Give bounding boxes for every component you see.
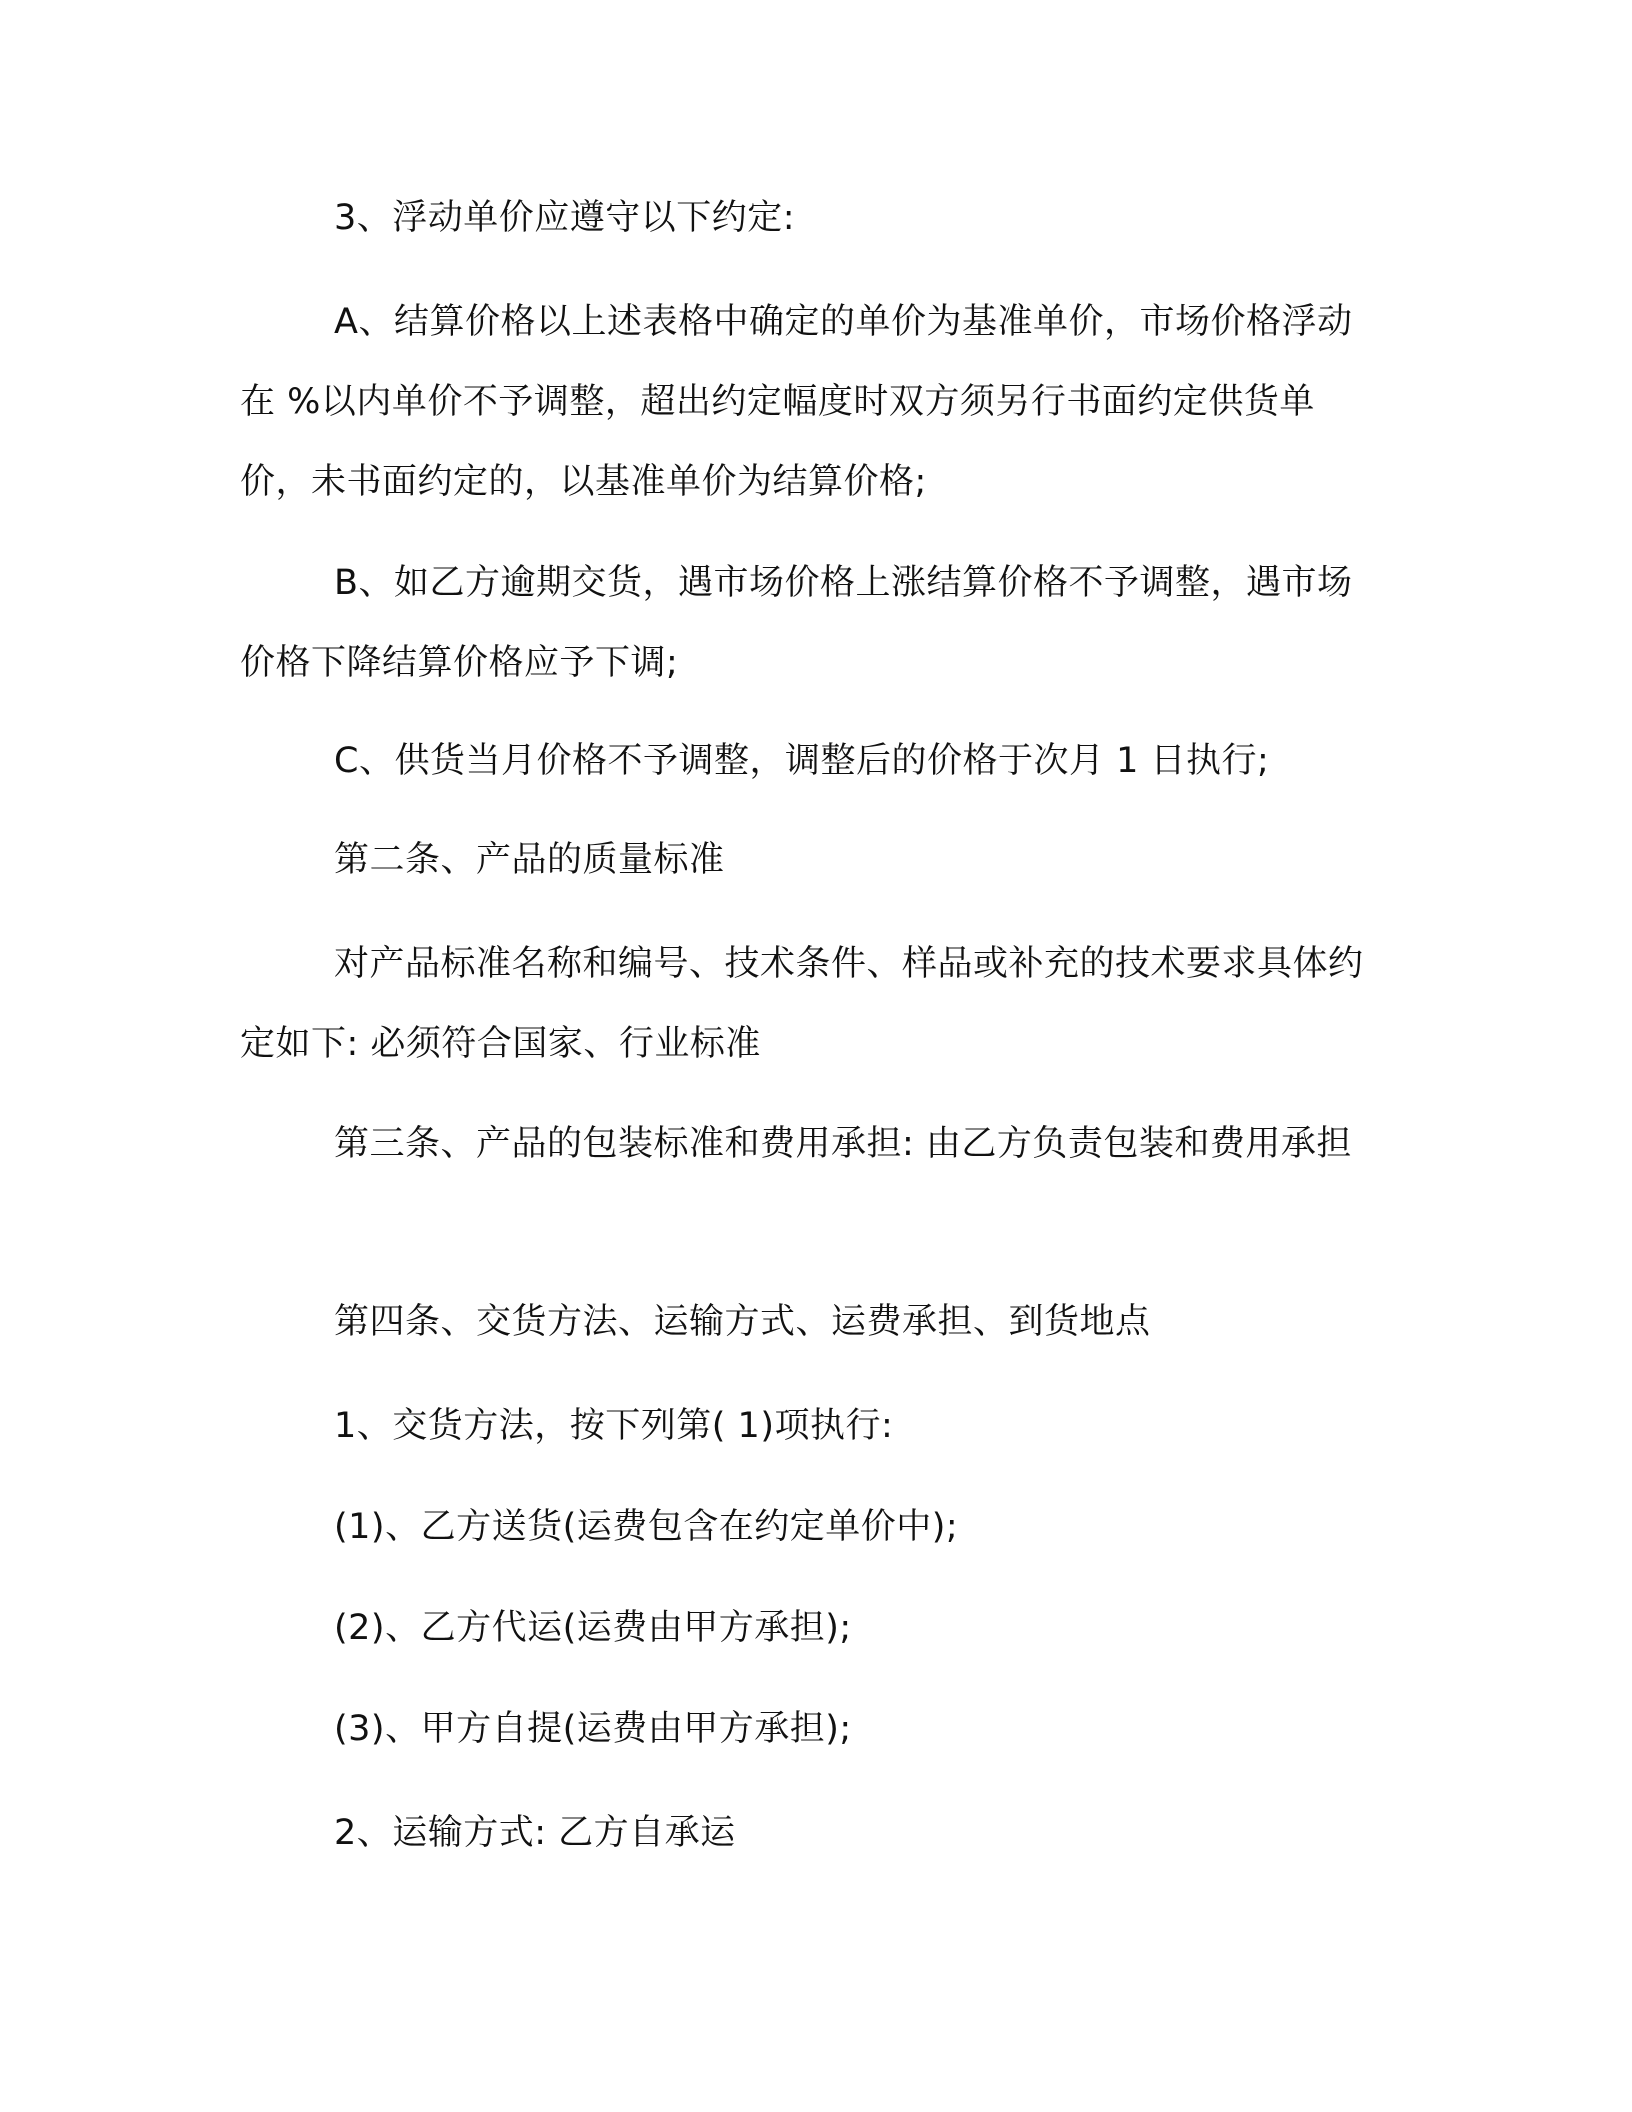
article-2-heading: 第二条、产品的质量标准	[334, 840, 725, 880]
delivery-option-2: (2)、乙方代运(运费由甲方承担);	[334, 1608, 852, 1648]
clause-3a-text: A、结算价格以上述表格中确定的单价为基准单价，市场价格浮动在 %以内单价不予调整，超出约定幅度时双方须另行书面约定供货单价，未书面约定的，以基准单价为结算价格;	[240, 302, 1353, 502]
article-2-text: 对产品标准名称和编号、技术条件、样品或补充的技术要求具体约定如下: 必须符合国家、行业标准	[240, 944, 1364, 1064]
clause-3b-text: B、如乙方逾期交货，遇市场价格上涨结算价格不予调整，遇市场价格下降结算价格应予下调;	[240, 563, 1353, 683]
clause-3-heading: 3、浮动单价应遵守以下约定:	[334, 198, 796, 238]
clause-3c-text: C、供货当月价格不予调整，调整后的价格于次月 1 日执行;	[334, 741, 1270, 781]
article-3-text: 第三条、产品的包装标准和费用承担: 由乙方负责包装和费用承担	[334, 1124, 1352, 1164]
article-4-heading: 第四条、交货方法、运输方式、运费承担、到货地点	[334, 1302, 1151, 1342]
transport-method-text: 2、运输方式: 乙方自承运	[334, 1813, 736, 1853]
delivery-option-3: (3)、甲方自提(运费由甲方承担);	[334, 1709, 852, 1749]
delivery-method-text: 1、交货方法，按下列第( 1)项执行:	[334, 1406, 894, 1446]
delivery-option-1: (1)、乙方送货(运费包含在约定单价中);	[334, 1507, 959, 1547]
